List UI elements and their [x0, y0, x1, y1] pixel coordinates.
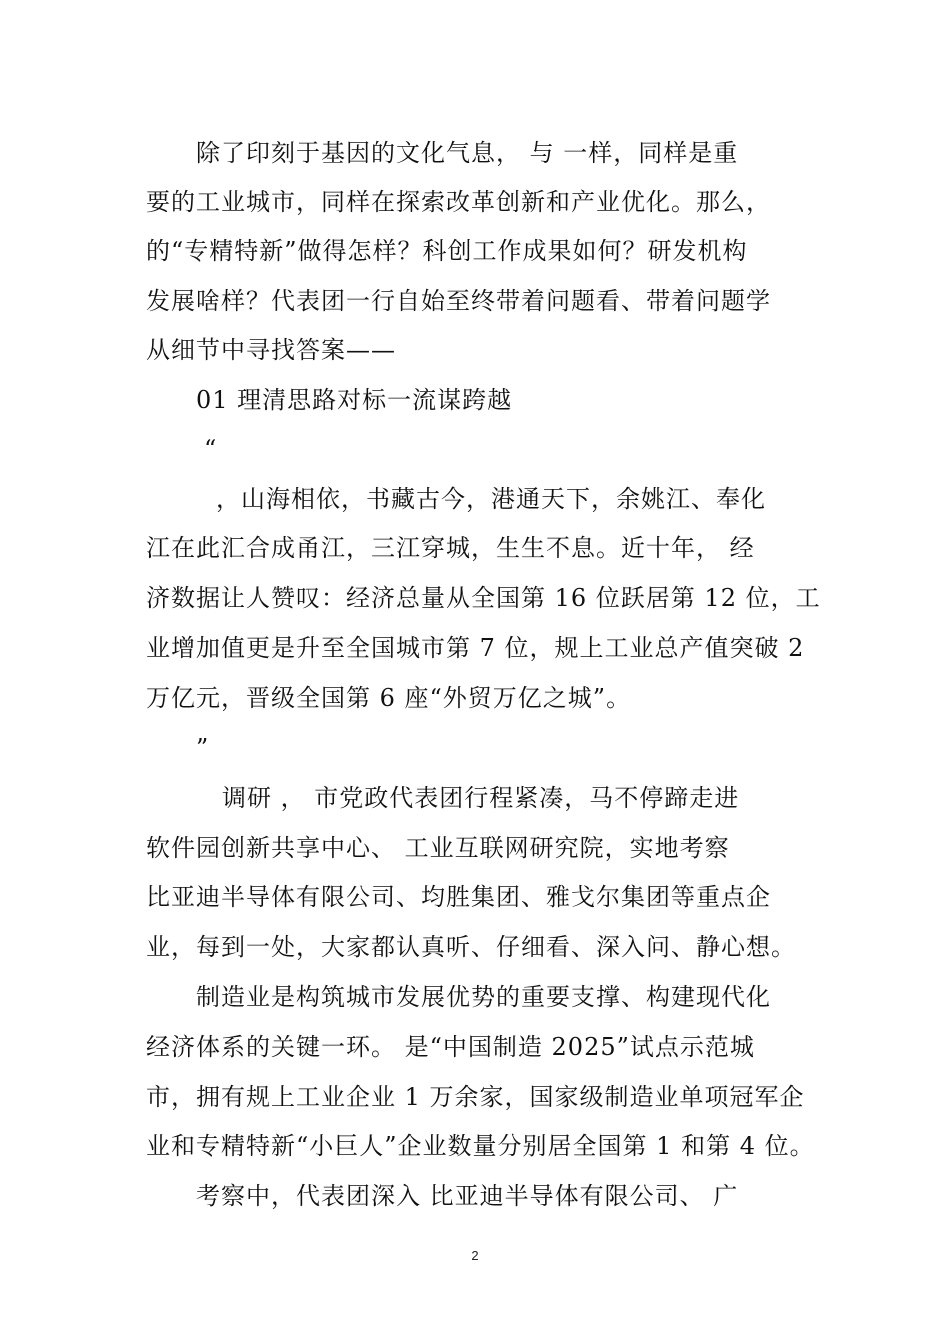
close-quote-mark: ”	[196, 734, 210, 762]
paragraph-line: 除了印刻于基因的文化气息， 与 一样，同样是重	[196, 139, 739, 167]
quote-line: ，山海相依，书藏古今，港通天下，余姚江、奉化	[216, 485, 766, 513]
paragraph-line: 的“专精特新”做得怎样？科创工作成果如何？研发机构	[146, 237, 748, 265]
paragraph-line: 调研 ， 市党政代表团行程紧凑，马不停蹄走进	[222, 784, 740, 812]
quote-line: 济数据让人赞叹：经济总量从全国第 16 位跃居第 12 位，工	[146, 584, 821, 612]
quote-line: 业增加值更是升至全国城市第 7 位，规上工业总产值突破 2	[146, 634, 805, 662]
paragraph-line: 考察中，代表团深入 比亚迪半导体有限公司、 广	[196, 1182, 739, 1210]
paragraph-line: 软件园创新共享中心、 工业互联网研究院，实地考察	[146, 834, 730, 862]
page-number: 2	[471, 1248, 479, 1263]
paragraph-line: 市，拥有规上工业企业 1 万余家，国家级制造业单项冠军企	[146, 1083, 805, 1111]
quote-line: 江在此汇合成甬江，三江穿城，生生不息。近十年， 经	[146, 534, 755, 562]
section-heading: 01 理清思路对标一流谋跨越	[196, 386, 513, 414]
paragraph-line: 从细节中寻找答案——	[146, 336, 396, 364]
paragraph-line: 要的工业城市，同样在探索改革创新和产业优化。那么，	[146, 188, 771, 216]
open-quote-mark: “	[204, 435, 218, 463]
paragraph-line: 发展啥样？代表团一行自始至终带着问题看、带着问题学	[146, 287, 771, 315]
quote-line: 万亿元，晋级全国第 6 座“外贸万亿之城”。	[146, 684, 632, 712]
paragraph-line: 制造业是构筑城市发展优势的重要支撑、构建现代化	[196, 983, 771, 1011]
paragraph-line: 经济体系的关键一环。 是“中国制造 2025”试点示范城	[146, 1033, 755, 1061]
paragraph-line: 业，每到一处，大家都认真听、仔细看、深入问、静心想。	[146, 933, 796, 961]
paragraph-line: 业和专精特新“小巨人”企业数量分别居全国第 1 和第 4 位。	[146, 1132, 815, 1160]
paragraph-line: 比亚迪半导体有限公司、均胜集团、雅戈尔集团等重点企	[146, 883, 771, 911]
